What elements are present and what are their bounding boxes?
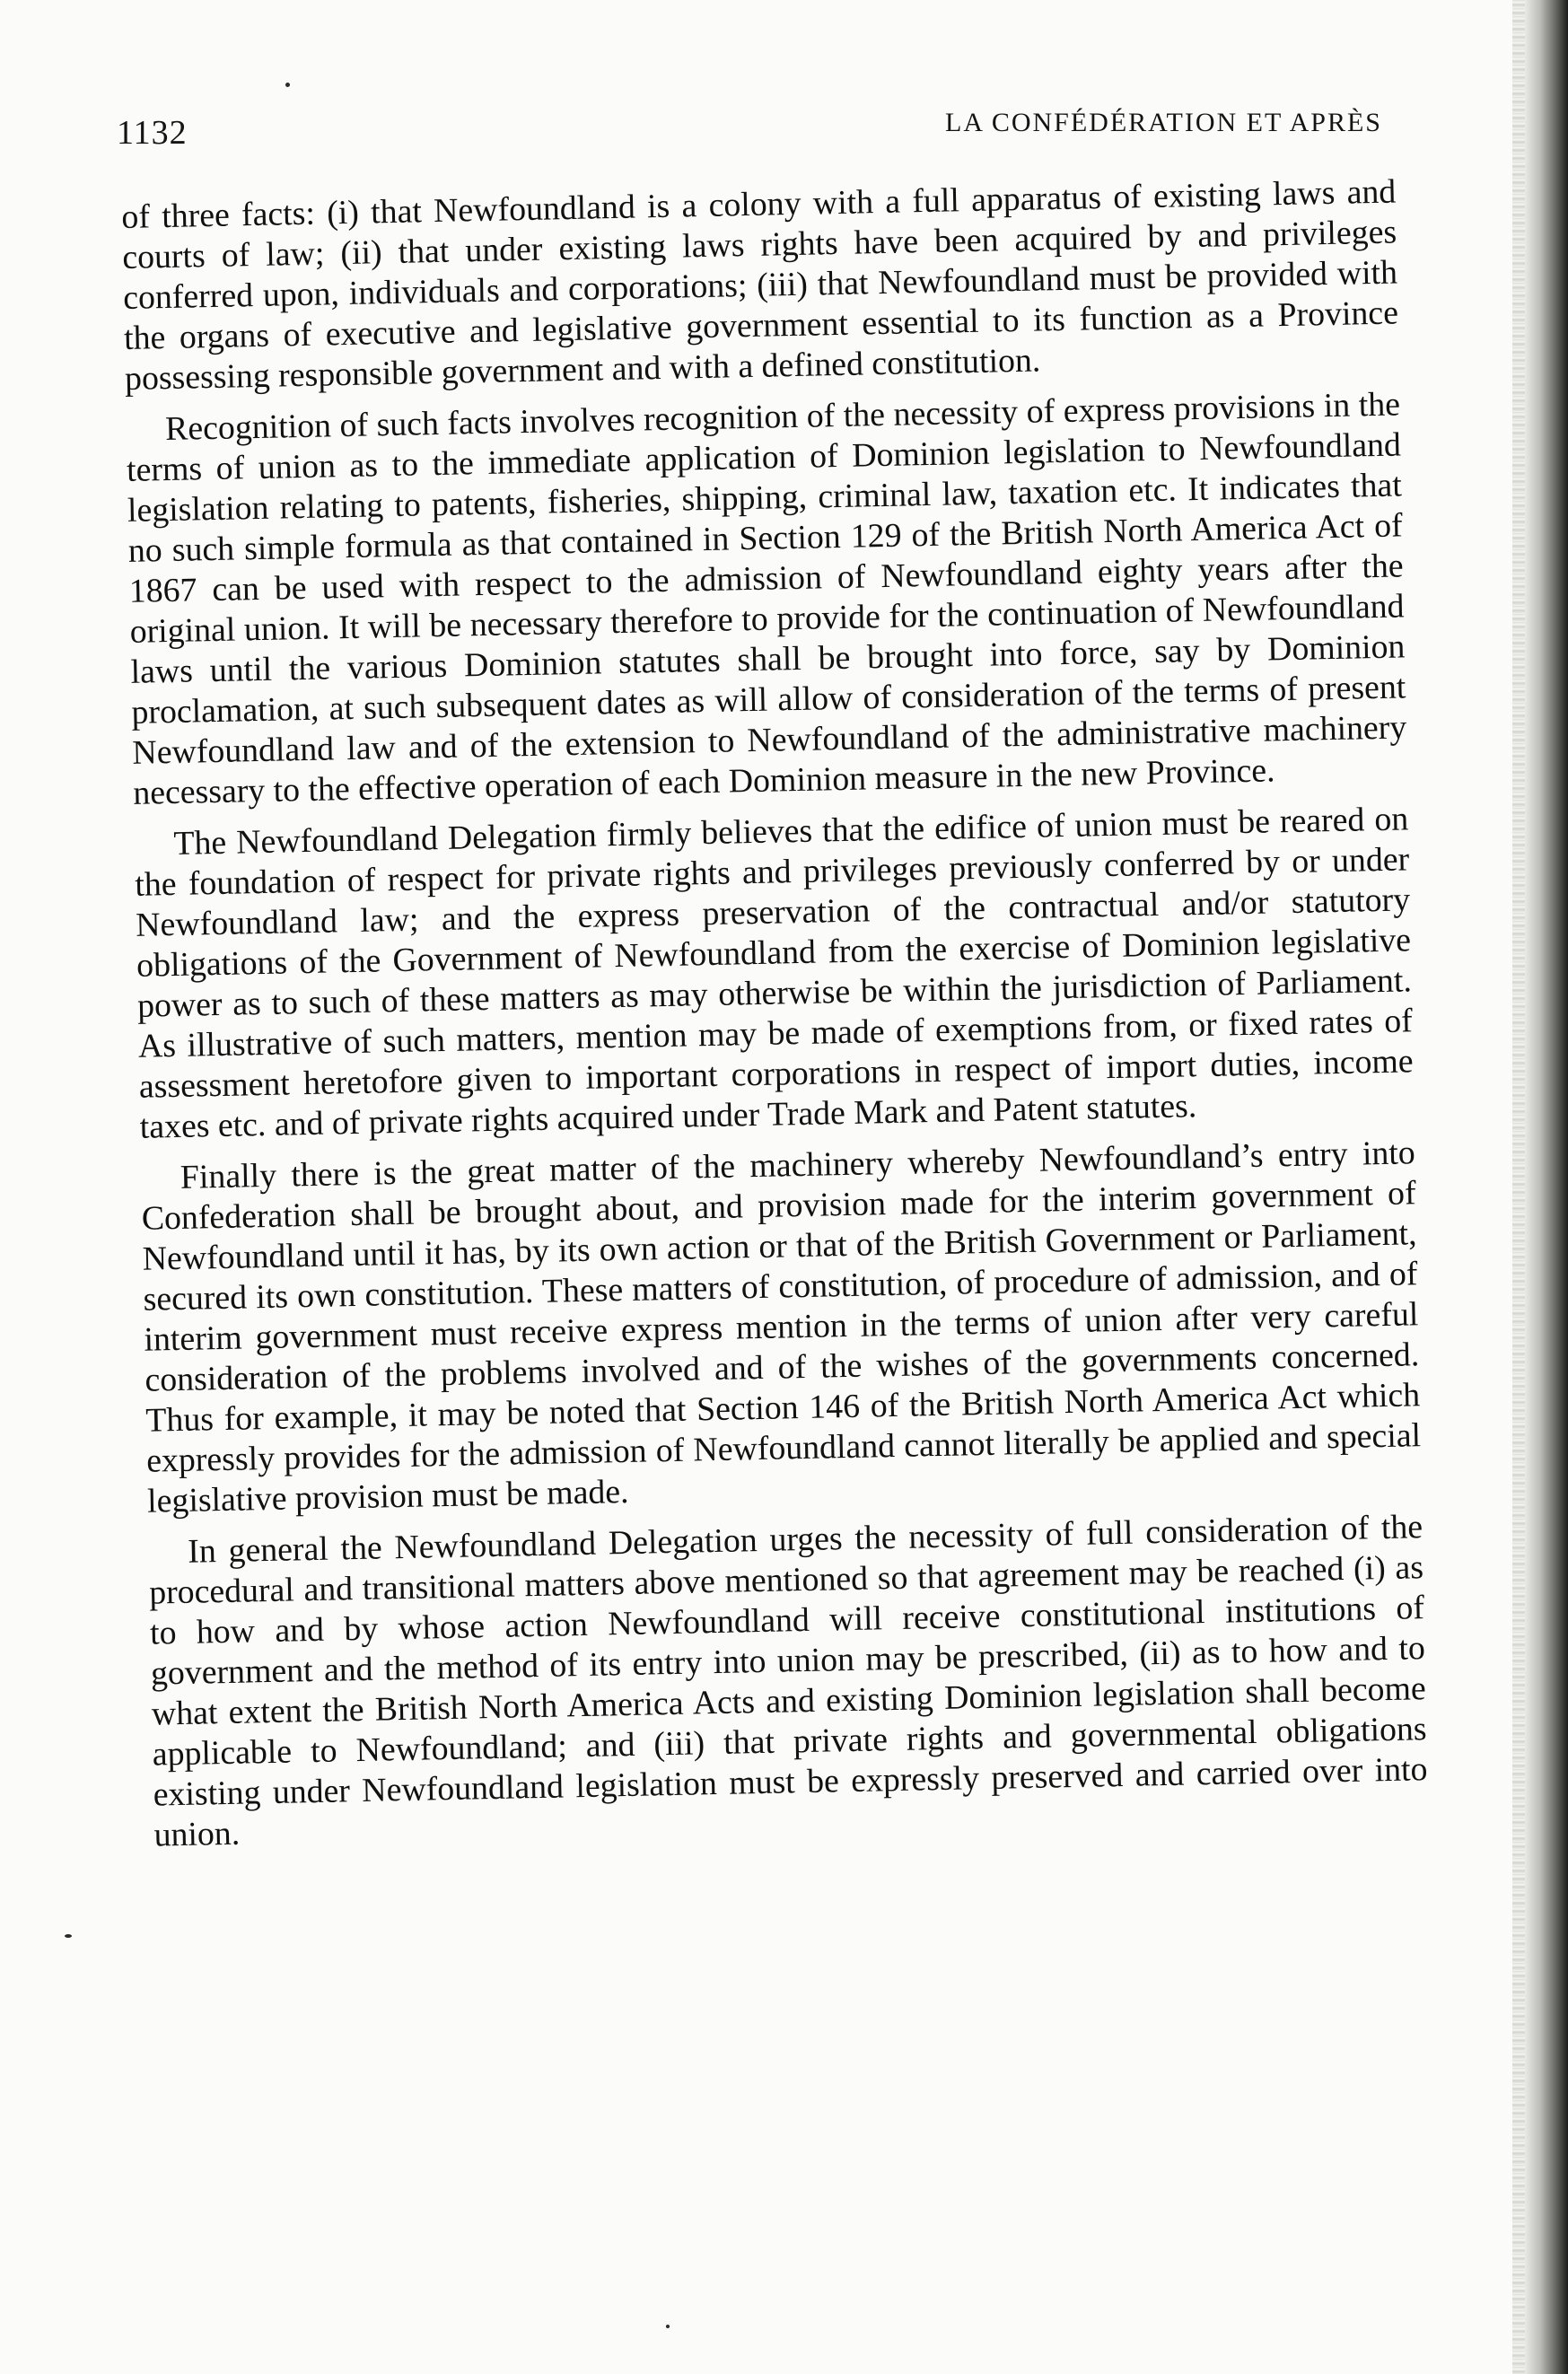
book-spine-shadow <box>1525 0 1568 2374</box>
scan-speck <box>666 2325 670 2328</box>
page-number: 1132 <box>117 114 188 152</box>
page-edge-shadow <box>1512 0 1525 2374</box>
scan-speck <box>65 1934 72 1938</box>
page-header <box>117 106 1382 160</box>
running-head: LA CONFÉDÉRATION ET APRÈS <box>945 108 1382 137</box>
scan-speck <box>285 83 290 87</box>
paragraph: of three facts: (i) that Newfoundland is a colony with a full apparatus of existing laws and courts of law; (ii) that under existing laws rights have been acquired by and privileges conferred upon, individuals and corporations; (iii) that Newfoundland must be provided with the organs of executive and legislative government essential to its function as a Province possessing responsible government and with a defined constitution. <box>121 172 1399 398</box>
paragraph: The Newfoundland Delegation firmly believes that the edifice of union must be reared on the foundation of respect for private rights and privileges previously conferred by or under Newfoundland law; and the express preservation of the contractual and/or statutory obligations of the Government of Newfoundland from the exercise of Dominion legislative power as to such of these matters as may otherwise be within the jurisdiction of Parliament. As illustrative of such matters, mention may be made of exemptions from, or fixed rates of assessment heretofore given to important corporations in respect of import duties, income taxes etc. and of private rights acquired under Trade Mark and Patent statutes. <box>134 800 1415 1146</box>
paragraph: In general the Newfoundland Delegation urges the necessity of full consideration of the procedural and transitional matters above mentioned so that agreement may be reached (i) as to how and by whose action Newfoundland will receive constitutional institutions of government and the method of its entry into union may be prescribed, (ii) as to how and to what extent the British North America Acts and existing Dominion legislation shall become applicable to Newfoundland; and (iii) that private rights and governmental obligations existing under Newfoundland legislation must be expressly preserved and carried over into union. <box>148 1508 1428 1854</box>
paragraph: Recognition of such facts involves recognition of the necessity of express provisions in the terms of union as to the immediate application of Dominion legislation to Newfoundland legislation relating to patents, fisheries, shipping, criminal law, taxation etc. It indicates that no such simple formula as that contained in Section 129 of the British North America Act of 1867 can be used with respect to the admission of Newfoundland eighty years after the original union. It will be necessary therefore to provide for the continuation of Newfoundland laws until the various Dominion statutes shall be brought into force, say by Dominion proclamation, at such subsequent dates as will allow of consideration of the terms of present Newfoundland law and of the extension to Newfoundland of the administrative machinery necessary to the effective operation of each Dominion measure in the new Province. <box>126 385 1407 812</box>
paragraph: Finally there is the great matter of the machinery whereby Newfoundland’s entry into Confederation shall be brought about, and provision made for the interim government of Newfoundland until it has, by its own action or that of the British Government or Parliament, secured its own constitution. These matters of constitution, of procedure of admission, and of interim government must receive express mention in the terms of union after very careful consideration of the problems involved and of the wishes of the governments concerned. Thus for example, it may be noted that Section 146 of the British North America Act which expressly provides for the admission of Newfoundland cannot literally be applied and special legislative provision must be made. <box>141 1134 1422 1520</box>
body-text <box>121 172 1429 1867</box>
